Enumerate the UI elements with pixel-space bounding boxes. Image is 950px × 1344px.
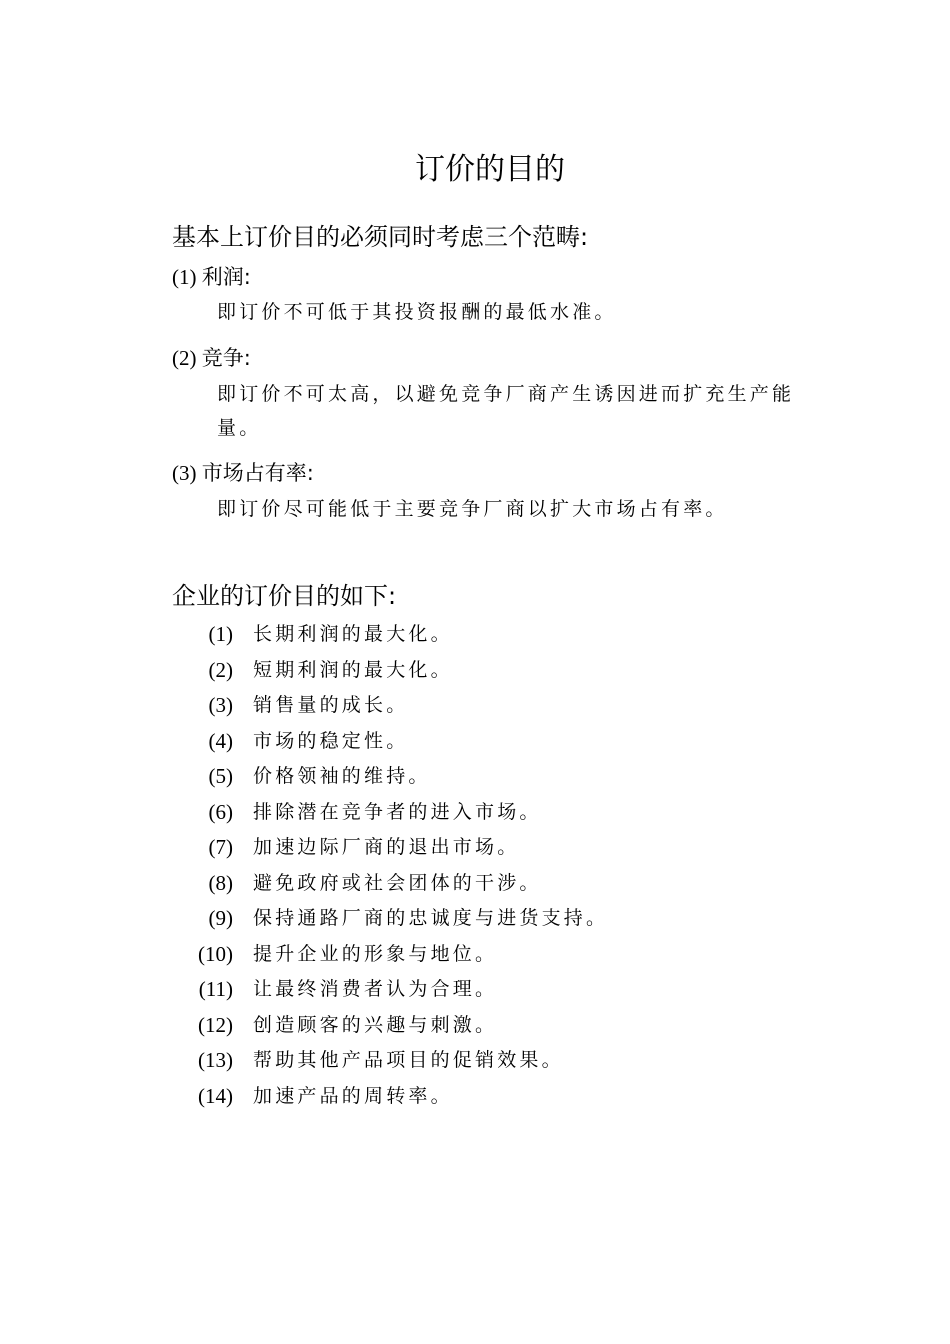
section-head-market-share	[172, 458, 314, 488]
list-item-number: (6)	[208, 799, 233, 824]
section-body-competition: 即订价不可太高，以避免竞争厂商产生诱因进而扩充生产能量。	[217, 383, 795, 439]
section-label: 市场占有率:	[201, 461, 314, 485]
list-item-number: (3)	[208, 693, 233, 717]
section-body-profit: 即订价不可低于其投资报酬的最低水准。	[217, 301, 617, 323]
section-head-profit	[172, 262, 251, 292]
list-item-text: 加速产品的周转率。	[253, 1084, 453, 1107]
section-body-market-share: 即订价尽可能低于主要竞争厂商以扩大市场占有率。	[217, 498, 728, 520]
list-item-text: 短期利润的最大化。	[253, 658, 453, 681]
list-item	[0, 972, 950, 1008]
section-number: (2)	[172, 346, 197, 370]
list-item-number: (5)	[208, 764, 233, 788]
list-item	[0, 1008, 950, 1044]
list-item-text: 销售量的成长。	[253, 694, 409, 716]
goals-heading: 企业的订价目的如下:	[172, 582, 397, 610]
intro-heading: 基本上订价目的必须同时考虑三个范畴:	[172, 223, 589, 251]
section-number: (3)	[172, 461, 197, 485]
list-item-number: (2)	[208, 657, 233, 682]
list-item	[0, 830, 950, 866]
list-item-text: 保持通路厂商的忠诚度与进货支持。	[253, 907, 609, 929]
list-item-number: (1)	[208, 622, 233, 646]
list-item-text: 提升企业的形象与地位。	[253, 942, 498, 965]
list-item-number: (10)	[198, 941, 233, 966]
list-item	[0, 617, 950, 653]
list-item-text: 创造顾客的兴趣与刺激。	[253, 1013, 498, 1036]
list-item	[0, 688, 950, 724]
list-item	[0, 1043, 950, 1079]
list-item-number: (9)	[208, 906, 233, 930]
list-item-text: 排除潜在竞争者的进入市场。	[253, 800, 542, 823]
section-label: 竞争:	[201, 346, 251, 370]
list-item-number: (4)	[208, 728, 233, 753]
section-head-competition	[172, 343, 251, 373]
list-item	[0, 937, 950, 973]
list-item-number: (12)	[198, 1012, 233, 1037]
list-item	[0, 795, 950, 831]
page-title: 订价的目的	[415, 152, 565, 187]
list-item-text: 价格领袖的维持。	[253, 765, 431, 787]
goals-list	[0, 617, 950, 1114]
list-item	[0, 901, 950, 937]
list-item-number: (14)	[198, 1083, 233, 1108]
list-item	[0, 1079, 950, 1115]
list-item-number: (11)	[198, 977, 233, 1001]
list-item-text: 帮助其他产品项目的促销效果。	[253, 1049, 564, 1071]
list-item	[0, 724, 950, 760]
list-item	[0, 866, 950, 902]
section-label: 利润:	[201, 265, 251, 289]
list-item-text: 市场的稳定性。	[253, 729, 409, 752]
section-number: (1)	[172, 265, 197, 289]
list-item-text: 避免政府或社会团体的干涉。	[253, 871, 542, 894]
list-item	[0, 653, 950, 689]
list-item-number: (7)	[208, 835, 233, 859]
list-item-number: (8)	[208, 870, 233, 895]
list-item-text: 长期利润的最大化。	[253, 623, 453, 645]
list-item-number: (13)	[198, 1048, 233, 1072]
list-item-text: 加速边际厂商的退出市场。	[253, 836, 520, 858]
list-item	[0, 759, 950, 795]
list-item-text: 让最终消费者认为合理。	[253, 978, 498, 1000]
